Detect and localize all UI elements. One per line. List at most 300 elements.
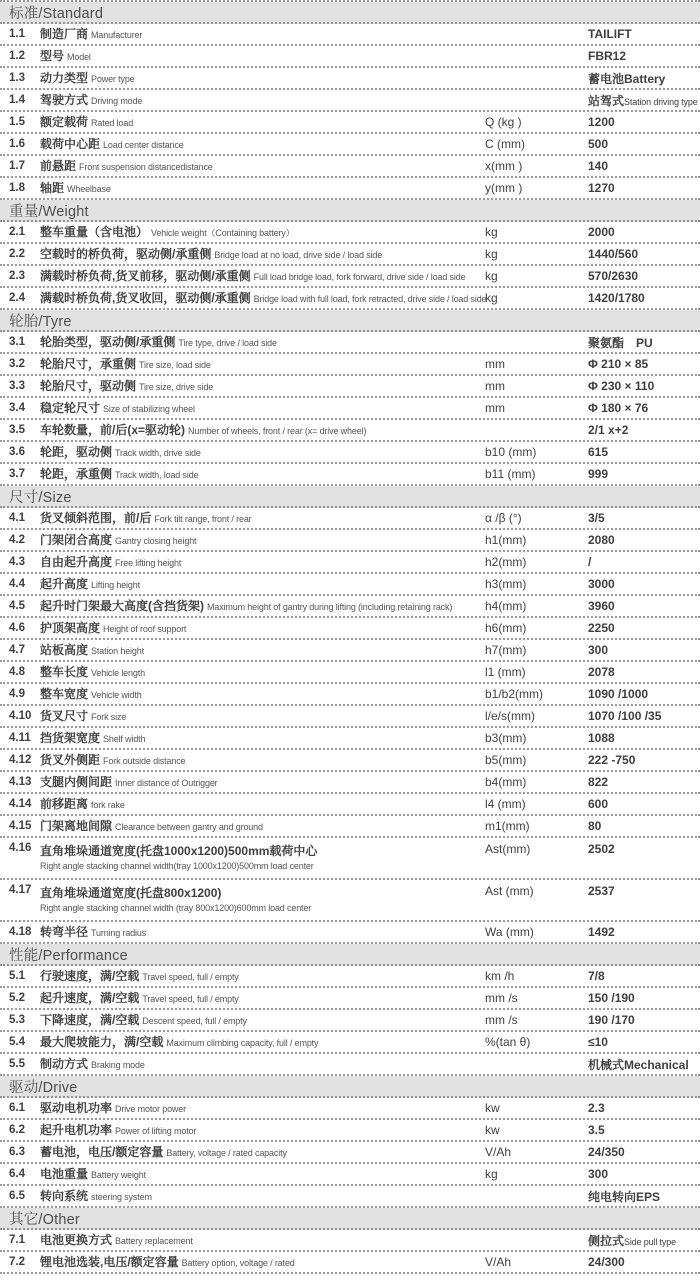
value-cell	[588, 753, 700, 767]
spec-row	[0, 508, 700, 530]
label-zh: 门架闭合高度	[40, 533, 113, 548]
label-zh: 整车长度	[40, 665, 89, 680]
spec-row	[0, 880, 700, 922]
value-cell	[588, 797, 700, 811]
label-zh: 轮胎尺寸，驱动侧	[40, 379, 137, 394]
label-en: Fork outside distance	[103, 756, 186, 767]
row-number: 7.2	[9, 1256, 25, 1268]
label-zh: 型号	[40, 49, 65, 64]
spec-row	[0, 684, 700, 706]
spec-row	[0, 1142, 700, 1164]
value-cell	[588, 423, 700, 437]
value-main: 7/8	[588, 969, 605, 983]
row-number: 1.4	[9, 94, 25, 106]
value-cell	[588, 555, 700, 569]
row-label	[40, 795, 485, 813]
label-zh: 满载时桥负荷,货叉前移，驱动侧/承重侧	[40, 269, 251, 284]
value-main: 300	[588, 1167, 609, 1181]
row-label	[40, 509, 485, 527]
value-main: 300	[588, 643, 609, 657]
value-main: 2250	[588, 621, 615, 635]
value-main: 600	[588, 797, 609, 811]
value-main: TAILIFT	[588, 27, 632, 41]
spec-row	[0, 640, 700, 662]
label-zh: 起升电机功率	[40, 1123, 113, 1138]
symbol-cell: h3(mm)	[485, 577, 527, 591]
symbol-cell: Q (kg )	[485, 115, 522, 129]
row-label	[40, 443, 485, 461]
label-zh: 直角堆垛通道宽度(托盘800x1200)	[40, 886, 222, 900]
label-zh: 转弯半径	[40, 925, 89, 940]
row-number: 1.6	[9, 138, 25, 150]
spec-row	[0, 464, 700, 486]
symbol-cell: Ast (mm)	[485, 884, 534, 898]
label-zh: 轴距	[40, 181, 65, 196]
row-label	[40, 641, 485, 659]
symbol-cell: mm	[485, 379, 505, 393]
row-label	[40, 989, 485, 1007]
row-label	[40, 838, 485, 871]
value-main: 2502	[588, 842, 615, 856]
value-main: 站驾式	[588, 93, 625, 108]
label-en: Battery weight	[91, 1170, 146, 1181]
value-main: 聚氨酯 PU	[588, 335, 653, 350]
value-cell	[588, 225, 700, 239]
value-suffix: Station driving type	[624, 96, 698, 107]
label-en: Clearance between gantry and ground	[115, 822, 263, 833]
row-number: 3.6	[9, 446, 25, 458]
label-zh: 自由起升高度	[40, 555, 113, 570]
label-en: Maximum climbing capacity, full / empty	[166, 1038, 319, 1049]
label-zh: 起升时门架最大高度(含挡货架)	[40, 599, 204, 614]
symbol-cell: kg	[485, 225, 498, 239]
row-number: 5.3	[9, 1014, 25, 1026]
spec-row	[0, 376, 700, 398]
spec-row	[0, 750, 700, 772]
label-zh: 下降速度，满/空载	[40, 1013, 140, 1028]
spec-row	[0, 662, 700, 684]
spec-row	[0, 794, 700, 816]
value-main: FBR12	[588, 49, 627, 63]
spec-row	[0, 574, 700, 596]
value-cell	[588, 687, 700, 701]
row-label	[40, 685, 485, 703]
value-cell	[588, 115, 700, 129]
label-zh: 锂电池选装,电压/额定容量	[40, 1255, 179, 1270]
label-en: Front suspension distancedistance	[79, 162, 213, 173]
value-cell	[588, 269, 700, 283]
symbol-cell: km /h	[485, 969, 515, 983]
spec-row	[0, 1120, 700, 1142]
row-label	[40, 421, 485, 439]
row-label	[40, 729, 485, 747]
value-main: 24/350	[588, 1145, 625, 1159]
symbol-cell: α /β (°)	[485, 511, 522, 525]
symbol-cell: mm /s	[485, 1013, 518, 1027]
label-en: Power type	[91, 74, 135, 85]
row-label	[40, 1253, 485, 1271]
spec-row	[0, 816, 700, 838]
row-label	[40, 967, 485, 985]
spec-row	[0, 966, 700, 988]
label-zh: 载荷中心距	[40, 137, 101, 152]
spec-row	[0, 398, 700, 420]
value-main: 570/2630	[588, 269, 639, 283]
value-main: 1270	[588, 181, 615, 195]
row-number: 4.1	[9, 512, 25, 524]
symbol-cell: x(mm )	[485, 159, 523, 173]
row-label	[40, 663, 485, 681]
label-en: Tire type, drive / load side	[178, 338, 277, 349]
row-label	[40, 135, 485, 153]
label-zh: 蓄电池，电压/额定容量	[40, 1145, 164, 1160]
spec-row	[0, 266, 700, 288]
value-cell	[588, 1188, 700, 1205]
value-cell	[588, 991, 700, 1005]
row-number: 4.11	[9, 732, 31, 744]
row-number: 1.3	[9, 72, 25, 84]
spec-row	[0, 244, 700, 266]
label-en: Vehicle length	[91, 668, 145, 679]
row-label	[40, 399, 485, 417]
label-zh: 前悬距	[40, 159, 77, 174]
row-label	[40, 465, 485, 483]
section-header: 性能/Performance	[0, 944, 700, 966]
row-number: 4.4	[9, 578, 25, 590]
symbol-cell: %(tan θ)	[485, 1035, 531, 1049]
symbol-cell: y(mm )	[485, 181, 523, 195]
value-main: Φ 180 × 76	[588, 401, 649, 415]
value-main: 615	[588, 445, 609, 459]
spec-row	[0, 1054, 700, 1076]
value-cell	[588, 467, 700, 481]
label-zh: 制造厂商	[40, 27, 89, 42]
row-number: 1.5	[9, 116, 25, 128]
row-label	[40, 531, 485, 549]
row-number: 4.8	[9, 666, 25, 678]
row-label	[40, 267, 485, 285]
value-main: 侧拉式	[588, 1233, 625, 1248]
label-en: Vehicle width	[91, 690, 142, 701]
value-cell	[588, 181, 700, 195]
label-zh: 轮胎类型，驱动侧/承重侧	[40, 335, 176, 350]
label-zh: 起升高度	[40, 577, 89, 592]
row-number: 3.2	[9, 358, 25, 370]
label-zh: 起升速度，满/空载	[40, 991, 140, 1006]
label-en: Descent speed, full / empty	[142, 1016, 247, 1027]
value-suffix: Side pull type	[624, 1236, 676, 1247]
row-number: 4.2	[9, 534, 25, 546]
row-number: 6.1	[9, 1102, 25, 1114]
label-zh: 整车宽度	[40, 687, 89, 702]
label-en: Rated load	[91, 118, 134, 129]
value-main: 24/300	[588, 1255, 625, 1269]
value-main: 822	[588, 775, 609, 789]
value-main: 3/5	[588, 511, 605, 525]
section-header: 其它/Other	[0, 1208, 700, 1230]
spec-row	[0, 24, 700, 46]
value-main: 2078	[588, 665, 615, 679]
row-number: 3.3	[9, 380, 25, 392]
value-cell	[588, 880, 700, 898]
row-number: 4.9	[9, 688, 25, 700]
row-number: 6.3	[9, 1146, 25, 1158]
label-en: Free lifting height	[115, 558, 182, 569]
label-en: Tire size, load side	[139, 360, 211, 371]
spec-row	[0, 1164, 700, 1186]
symbol-cell: Ast(mm)	[485, 842, 531, 856]
row-number: 4.14	[9, 798, 32, 810]
value-main: 140	[588, 159, 609, 173]
value-main: 3960	[588, 599, 615, 613]
label-en: Turning radius	[91, 928, 147, 939]
symbol-cell: b1/b2(mm)	[485, 687, 544, 701]
row-label	[40, 113, 485, 131]
spec-row	[0, 1186, 700, 1208]
value-cell	[588, 643, 700, 657]
row-label	[40, 69, 485, 87]
value-main: 机械式Mechanical	[588, 1057, 689, 1072]
spec-row	[0, 530, 700, 552]
symbol-cell: Wa (mm)	[485, 925, 534, 939]
value-main: 150 /190	[588, 991, 635, 1005]
symbol-cell: kg	[485, 247, 498, 261]
symbol-cell: b10 (mm)	[485, 445, 537, 459]
value-cell	[588, 1101, 700, 1115]
symbol-cell: kg	[485, 1167, 498, 1181]
row-number: 1.7	[9, 160, 25, 172]
value-main: 500	[588, 137, 609, 151]
spec-row	[0, 68, 700, 90]
row-number: 4.18	[9, 926, 32, 938]
section-header: 标准/Standard	[0, 2, 700, 24]
value-cell	[588, 357, 700, 371]
label-zh: 轮距，驱动侧	[40, 445, 113, 460]
row-label	[40, 880, 485, 913]
value-cell	[588, 247, 700, 261]
label-zh: 驾驶方式	[40, 93, 89, 108]
label-zh: 制动方式	[40, 1057, 89, 1072]
value-main: 1090 /1000	[588, 687, 649, 701]
spec-row	[0, 112, 700, 134]
symbol-cell: h6(mm)	[485, 621, 527, 635]
label-en: Inner distance of Outrigger	[115, 778, 218, 789]
row-label	[40, 1055, 485, 1073]
value-main: 蓄电池Battery	[588, 71, 666, 86]
value-main: 1200	[588, 115, 615, 129]
row-label	[40, 1231, 485, 1249]
symbol-cell: l4 (mm)	[485, 797, 526, 811]
row-label	[40, 223, 485, 241]
label-zh: 挡货架宽度	[40, 731, 101, 746]
label-en: Model	[67, 52, 91, 63]
row-label	[40, 245, 485, 263]
row-label	[40, 817, 485, 835]
symbol-cell: V/Ah	[485, 1255, 512, 1269]
value-main: ≤10	[588, 1035, 608, 1049]
value-cell	[588, 401, 700, 415]
row-label	[40, 751, 485, 769]
value-cell	[588, 665, 700, 679]
value-cell	[588, 445, 700, 459]
row-number: 2.2	[9, 248, 25, 260]
section-header: 重量/Weight	[0, 200, 700, 222]
value-main: 1070 /100 /35	[588, 709, 662, 723]
label-en: Tire size, drive side	[139, 382, 214, 393]
row-label	[40, 91, 485, 109]
label-en: Load center distance	[103, 140, 184, 151]
label-en: Full load bridge load, fork forward, drive side / load side	[253, 272, 466, 283]
spec-row	[0, 596, 700, 618]
label-en: Bridge load with full load, fork retracted, drive side / load side	[253, 294, 487, 305]
label-en: Station height	[91, 646, 144, 657]
value-cell	[588, 577, 700, 591]
value-main: 1492	[588, 925, 615, 939]
label-en: Fork tilt range, front / rear	[154, 514, 252, 525]
row-label	[40, 773, 485, 791]
label-en: Track width, load side	[115, 470, 199, 481]
value-main: 纯电转向EPS	[588, 1189, 661, 1204]
symbol-cell: h4(mm)	[485, 599, 527, 613]
row-label	[40, 1143, 485, 1161]
label-en: Drive motor power	[115, 1104, 186, 1115]
row-label	[40, 1165, 485, 1183]
section-header: 尺寸/Size	[0, 486, 700, 508]
label-zh: 门架离地间隙	[40, 819, 113, 834]
symbol-cell: mm /s	[485, 991, 518, 1005]
value-main: 999	[588, 467, 609, 481]
label-zh: 动力类型	[40, 71, 89, 86]
row-number: 6.4	[9, 1168, 25, 1180]
value-cell	[588, 775, 700, 789]
label-en: Fork size	[91, 712, 127, 723]
symbol-cell: mm	[485, 401, 505, 415]
row-label	[40, 179, 485, 197]
value-cell	[588, 291, 700, 305]
value-main: 3000	[588, 577, 615, 591]
value-main: /	[588, 555, 592, 569]
spec-row	[0, 156, 700, 178]
label-zh: 最大爬坡能力，满/空载	[40, 1035, 164, 1050]
label-zh: 稳定轮尺寸	[40, 401, 101, 416]
spec-row	[0, 178, 700, 200]
row-number: 3.1	[9, 336, 25, 348]
label-en: Power of lifting motor	[115, 1126, 197, 1137]
symbol-cell: b11 (mm)	[485, 467, 536, 481]
row-label	[40, 1187, 485, 1205]
row-number: 1.8	[9, 182, 25, 194]
row-label	[40, 1033, 485, 1051]
row-label	[40, 1011, 485, 1029]
value-cell	[588, 1056, 700, 1073]
spec-row	[0, 838, 700, 880]
label-en: Gantry closing height	[115, 536, 197, 547]
label-zh: 轮胎尺寸，承重侧	[40, 357, 137, 372]
label-en: Shelf width	[103, 734, 146, 745]
row-number: 5.5	[9, 1058, 25, 1070]
label-zh: 电池更换方式	[40, 1233, 113, 1248]
row-label	[40, 619, 485, 637]
label-zh: 空载时的桥负荷，驱动侧/承重侧	[40, 247, 212, 262]
row-number: 5.4	[9, 1036, 25, 1048]
row-number: 4.12	[9, 754, 32, 766]
value-cell	[588, 511, 700, 525]
label-zh: 护顶架高度	[40, 621, 101, 636]
value-main: 80	[588, 819, 602, 833]
symbol-cell: l1 (mm)	[485, 665, 526, 679]
label-zh: 前移距离	[40, 797, 89, 812]
label-en: Travel speed, full / empty	[142, 994, 239, 1005]
row-number: 6.2	[9, 1124, 25, 1136]
label-en: Maximum height of gantry during lifting (including retaining rack)	[207, 602, 453, 613]
value-main: 2537	[588, 884, 615, 898]
row-label	[40, 707, 485, 725]
value-cell	[588, 1013, 700, 1027]
label-en: Driving mode	[91, 96, 143, 107]
symbol-cell: h7(mm)	[485, 643, 527, 657]
label-en: fork rake	[91, 800, 125, 811]
spec-row	[0, 1230, 700, 1252]
spec-row	[0, 288, 700, 310]
value-main: 3.5	[588, 1123, 605, 1137]
label-en: Right angle stacking channel width(tray 1000x1200)500mm load center	[40, 860, 314, 871]
row-number: 3.7	[9, 468, 25, 480]
label-zh: 额定载荷	[40, 115, 89, 130]
value-cell	[588, 709, 700, 723]
value-cell	[588, 1232, 700, 1249]
label-en: Track width, drive side	[115, 448, 201, 459]
label-zh: 车轮数量，前/后(x=驱动轮)	[40, 423, 186, 438]
row-label	[40, 25, 485, 43]
label-en: Battery replacement	[115, 1236, 193, 1247]
row-label	[40, 575, 485, 593]
label-en: Bridge load at no load, drive side / load side	[214, 250, 383, 261]
row-number: 7.1	[9, 1234, 25, 1246]
label-en: Battery, voltage / rated capacity	[166, 1148, 287, 1159]
value-main: 222 -750	[588, 753, 636, 767]
row-number: 4.10	[9, 710, 32, 722]
row-number: 2.4	[9, 292, 25, 304]
row-number: 6.5	[9, 1190, 25, 1202]
value-cell	[588, 925, 700, 939]
label-zh: 电池重量	[40, 1167, 89, 1182]
symbol-cell: l/e/s(mm)	[485, 709, 535, 723]
value-cell	[588, 1145, 700, 1159]
spec-row	[0, 1032, 700, 1054]
row-label	[40, 553, 485, 571]
row-number: 5.2	[9, 992, 25, 1004]
spec-row	[0, 90, 700, 112]
label-zh: 货叉外侧距	[40, 753, 101, 768]
value-cell	[588, 533, 700, 547]
symbol-cell: kw	[485, 1123, 500, 1137]
row-number: 5.1	[9, 970, 25, 982]
symbol-cell: C (mm)	[485, 137, 525, 151]
label-en: Wheelbase	[67, 184, 111, 195]
row-number: 4.13	[9, 776, 32, 788]
symbol-cell: V/Ah	[485, 1145, 512, 1159]
row-label	[40, 355, 485, 373]
label-zh: 货叉倾斜范围，前/后	[40, 511, 152, 526]
row-label	[40, 923, 485, 941]
row-label	[40, 1121, 485, 1139]
label-zh: 支腿内侧间距	[40, 775, 113, 790]
value-main: 2.3	[588, 1101, 605, 1115]
spec-row	[0, 332, 700, 354]
label-zh: 驱动电机功率	[40, 1101, 113, 1116]
row-label	[40, 47, 485, 65]
row-label	[40, 1099, 485, 1117]
